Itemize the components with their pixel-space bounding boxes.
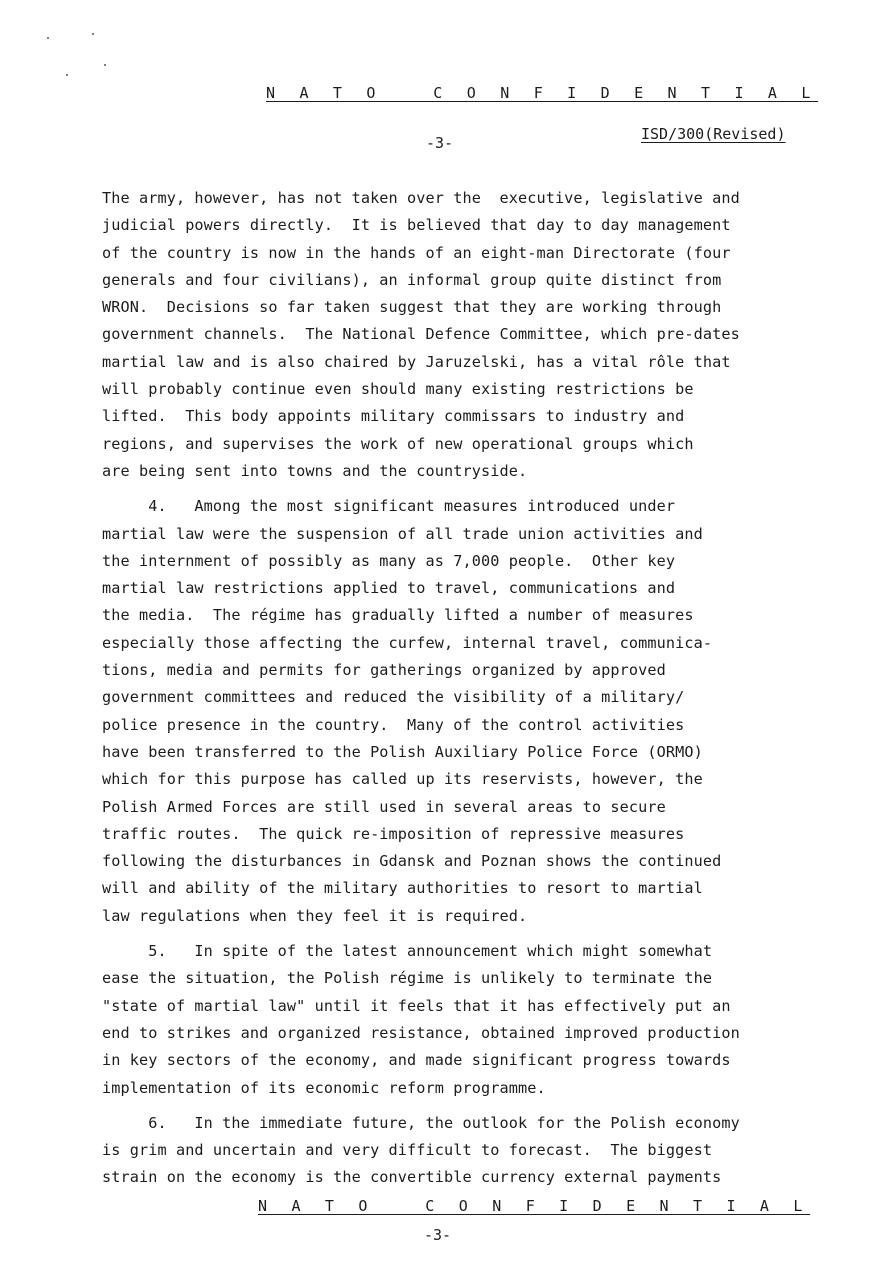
text-line: judicial powers directly. It is believed that day to day management	[102, 216, 731, 235]
paragraph-gap	[102, 485, 862, 493]
paragraph-gap	[102, 1102, 862, 1110]
text-line: is grim and uncertain and very difficult to forecast. The biggest	[102, 1141, 713, 1160]
scan-speck	[66, 74, 68, 76]
text-line: following the disturbances in Gdansk and Poznan shows the continued	[102, 852, 722, 871]
text-line: lifted. This body appoints military commissars to industry and	[102, 407, 685, 426]
text-line: generals and four civilians), an informal group quite distinct from	[102, 270, 722, 289]
text-line: tions, media and permits for gatherings organized by approved	[102, 661, 666, 680]
paragraph	[102, 185, 862, 485]
text-line: The army, however, has not taken over the executive, legislative and	[102, 189, 740, 207]
text-line: martial law and is also chaired by Jaruzelski, has a vital rôle that	[102, 352, 731, 371]
text-line: regions, and supervises the work of new operational groups which	[102, 434, 694, 453]
text-line: "state of martial law" until it feels that it has effectively put an	[102, 996, 731, 1015]
document-reference: ISD/300(Revised)	[641, 125, 786, 143]
text-line: Polish Armed Forces are still used in several areas to secure	[102, 797, 666, 816]
text-line: WRON. Decisions so far taken suggest that they are working through	[102, 298, 722, 317]
text-line: of the country is now in the hands of an eight-man Directorate (four	[102, 243, 731, 262]
header-page-number: -3-	[426, 134, 454, 152]
text-line: 5. In spite of the latest announcement which might somewhat	[102, 942, 713, 961]
text-line: police presence in the country. Many of the control activities	[102, 715, 685, 734]
text-line: are being sent into towns and the countryside.	[102, 461, 528, 480]
text-line: martial law restrictions applied to travel, communications and	[102, 579, 676, 598]
header-classification: N A T O C O N F I D E N T I A L	[266, 84, 819, 102]
text-line: especially those affecting the curfew, internal travel, communica-	[102, 633, 713, 652]
paragraph	[102, 1110, 862, 1192]
text-line: 4. Among the most significant measures introduced under	[102, 497, 676, 516]
text-line: the media. The régime has gradually lifted a number of measures	[102, 606, 694, 625]
scan-speck	[104, 64, 106, 66]
text-line: 6. In the immediate future, the outlook for the Polish economy	[102, 1113, 740, 1132]
text-line: ease the situation, the Polish régime is unlikely to terminate the	[102, 969, 713, 988]
footer-page-number: -3-	[424, 1226, 452, 1244]
document-body	[102, 185, 862, 1192]
paragraph-gap	[102, 930, 862, 938]
text-line: end to strikes and organized resistance, obtained improved production	[102, 1023, 740, 1042]
text-line: will and ability of the military authorities to resort to martial	[102, 879, 703, 898]
text-line: traffic routes. The quick re-imposition of repressive measures	[102, 824, 685, 843]
text-line: martial law were the suspension of all trade union activities and	[102, 524, 703, 543]
footer-classification: N A T O C O N F I D E N T I A L	[258, 1197, 811, 1215]
text-line: the internment of possibly as many as 7,000 people. Other key	[102, 551, 676, 570]
scan-speck	[47, 37, 49, 39]
text-line: have been transferred to the Polish Auxiliary Police Force (ORMO)	[102, 742, 703, 761]
text-line: implementation of its economic reform programme.	[102, 1078, 546, 1097]
text-line: government channels. The National Defence Committee, which pre-dates	[102, 325, 740, 344]
text-line: in key sectors of the economy, and made significant progress towards	[102, 1051, 731, 1070]
paragraph	[102, 493, 862, 930]
scan-speck	[92, 33, 94, 35]
text-line: will probably continue even should many existing restrictions be	[102, 380, 694, 399]
text-line: strain on the economy is the convertible currency external payments	[102, 1168, 722, 1187]
text-line: which for this purpose has called up its reservists, however, the	[102, 770, 703, 789]
paragraph	[102, 938, 862, 1102]
text-line: law regulations when they feel it is required.	[102, 906, 528, 925]
text-line: government committees and reduced the visibility of a military/	[102, 688, 685, 707]
